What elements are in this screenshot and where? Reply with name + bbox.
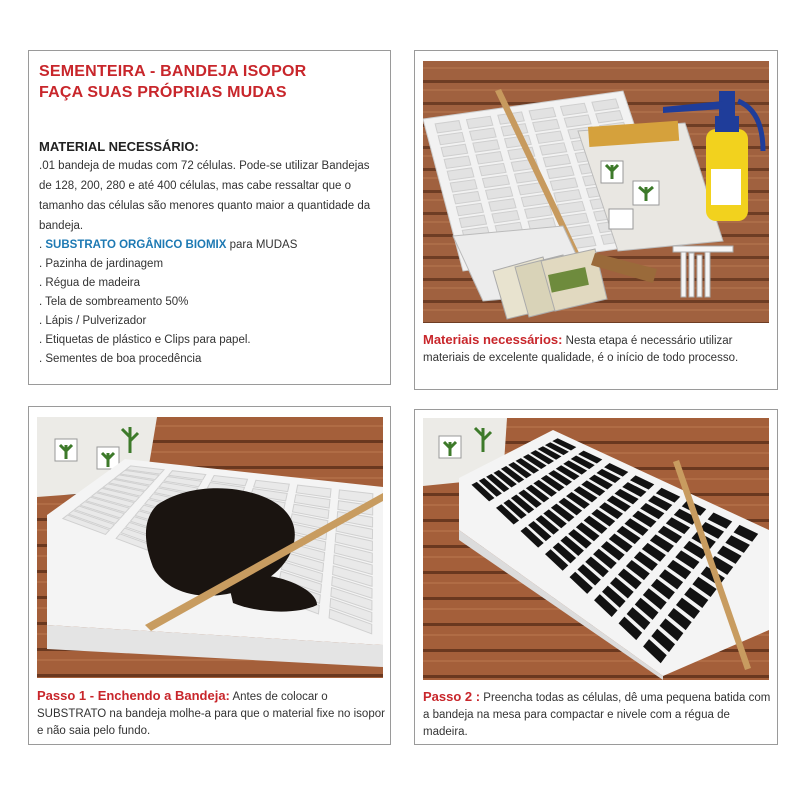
materials-list (39, 137, 384, 369)
list-item: . Sementes de boa procedência (39, 353, 202, 365)
step1-panel (28, 406, 391, 745)
title-line-1: SEMENTEIRA - BANDEJA ISOPOR (39, 63, 307, 80)
title-line-2: FAÇA SUAS PRÓPRIAS MUDAS (39, 84, 287, 101)
materials-heading: MATERIAL NECESSÁRIO: (39, 139, 199, 154)
caption-text: Antes de colocar o SUBSTRATO na bandeja molhe-a para que o material fixe no isopor e não saia pelo fundo. (37, 691, 385, 737)
step1-caption (37, 687, 385, 740)
step1-photo (37, 417, 383, 678)
substrate-name: SUBSTRATO ORGÂNICO BIOMIX (45, 239, 227, 251)
list-item: . Régua de madeira (39, 277, 141, 289)
caption-text: Nesta etapa é necessário utilizar materiais de excelente qualidade, é o início de todo processo. (423, 335, 739, 364)
step2-panel (414, 409, 778, 745)
caption-text: Preencha todas as células, dê uma pequena batida com a bandeja na mesa para compactar e nivele com a régua de madeira. (423, 692, 771, 738)
materials-photo (423, 61, 769, 323)
materials-intro: .01 bandeja de mudas com 72 células. Pode-se utilizar Bandejas de 128, 200, 280 e até 400 células, mas cabe ressaltar que o tamanho das células são menores quanto maior a quantidade da bandeja. (39, 160, 371, 232)
step2-photo (423, 418, 769, 680)
page-title (39, 61, 306, 103)
substrate-prefix: . (39, 239, 46, 251)
caption-lead: Passo 1 - Enchendo a Bandeja: (37, 688, 230, 703)
materials-items (39, 255, 384, 369)
substrate-item (39, 236, 384, 255)
caption-lead: Materiais necessários: (423, 332, 563, 347)
list-item: . Pazinha de jardinagem (39, 258, 164, 270)
substrate-suffix: para MUDAS (226, 239, 298, 251)
materials-panel (28, 50, 391, 385)
step2-caption (423, 688, 771, 741)
list-item: . Etiquetas de plástico e Clips para papel. (39, 334, 251, 346)
materials-caption (423, 331, 771, 367)
materials-photo-panel (414, 50, 778, 390)
caption-lead: Passo 2 : (423, 689, 481, 704)
list-item: . Lápis / Pulverizador (39, 315, 147, 327)
list-item: . Tela de sombreamento 50% (39, 296, 189, 308)
